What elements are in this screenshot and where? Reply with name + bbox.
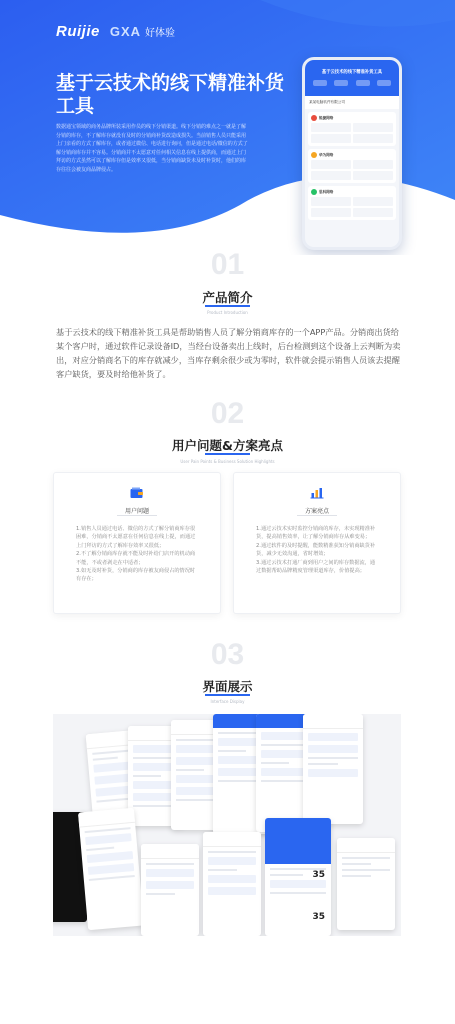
section-title: 用户问题&方案亮点 [172,438,283,453]
phone-company: 某某电脑软件有限公司 [305,96,399,109]
card-text: 1.销售人员通过电话、微信的方式了解分销商库存很困难，分销商不太愿意在任何信息在线上提，而通过上门拜访的方式了解库存效率又很低； 2.不了解分销商库存就不能及时补给门店开的机动商不能，不或者剥走在中适者； 3.如无及时补货，分销商的库存被友商侵占的情况时有存在； [76,526,196,583]
card-text: 1.通过云技术实时监控分销商的库存，未实现精准补货，提高销售效率，让了解分销商库存从难变易； 2.通过软件的及时提醒，能数精准获知分销商缺货补货，减少无效沟通，省时增效； 3.通过云技术打通厂商到用户之间的库存数据流，通过数据帮助品牌精度管理渠道库存，价值提高； [256,526,376,575]
screenshot-thumbnail [265,818,331,936]
screenshot-thumbnail [337,838,395,930]
section-title: 产品简介 [202,290,253,305]
screenshot-thumbnail [78,808,144,930]
wallet-icon [130,487,144,499]
screenshot-thumbnail [203,832,261,936]
phone-group: 锐捷网络 [308,112,396,146]
logo-row [56,23,175,40]
hero-banner [0,0,455,255]
section-subtitle: Product Introduction [207,310,248,315]
card-label: 方案亮点 [304,508,329,515]
group-dot-icon [311,152,317,158]
phone-mockup [302,57,402,250]
screenshot-thumbnail [303,714,363,824]
section-underline [205,305,250,307]
hero-description: 数据通宝领域的商务品牌所装采用作员的线下分销渠道。线下分销的难点之一就是了解分销的库存，不了解库存就没有及时的分销商补货改造成损失。当前销售人员只能采用上门亲看的方式了解库存，或者通过微信、电话进行询问，但是通过电话/微信的方式了解分销商库存并不容易。分销商并不太愿意对任何相关信息在线上提供商，而通过上门拜访的方式虽然可以了解库存但是效率又很低，当分销商缺货未及时补货时，他们的库存往往会被友商品牌侵占。 [56,124,248,173]
phone-group: 华为网络 [308,149,396,183]
solution-highlight-card [233,472,401,614]
stat-number: 35 [312,912,325,922]
section-title: 界面展示 [202,679,253,694]
group-dot-icon [311,189,317,195]
screenshot-thumbnail [141,844,199,936]
ruijie-logo: Ruijie [56,23,100,40]
section-number: 02 [210,397,245,430]
stat-number: 35 [312,870,325,880]
section-number: 03 [210,638,245,671]
section-subtitle: Interface Display [210,699,245,704]
phone-header: 基于云技术的线下精准补货工具 [305,60,399,96]
section-subtitle: User Pain Points & Business Solution Highlights [180,459,275,464]
bar-chart-icon [310,487,324,499]
card-label: 用户问题 [124,508,149,515]
user-problem-card [53,472,221,614]
section-number: 01 [210,248,245,281]
hero-title: 基于云技术的线下精准补货工具 [56,72,285,117]
product-intro-text: 基于云技术的线下精准补货工具是帮助销售人员了解分销商库存的一个APP产品。分销商出货给某个客户时，通过软件记录设备ID，当经台设备卖出上线时，后台检测到这个设备上云判断为卖出，对应分销商名下的库存就减少，当库存剩余很少或为零时，软件就会提示销售人员该去提醒客户缺货，要及时给他补货了。 [56,327,401,379]
section-underline [205,694,250,696]
gxa-logo: GXA 好体验 [109,24,176,39]
phone-group: 思科网络 [308,186,396,220]
section-underline [205,453,250,455]
group-dot-icon [311,115,317,121]
interface-gallery [53,714,401,936]
